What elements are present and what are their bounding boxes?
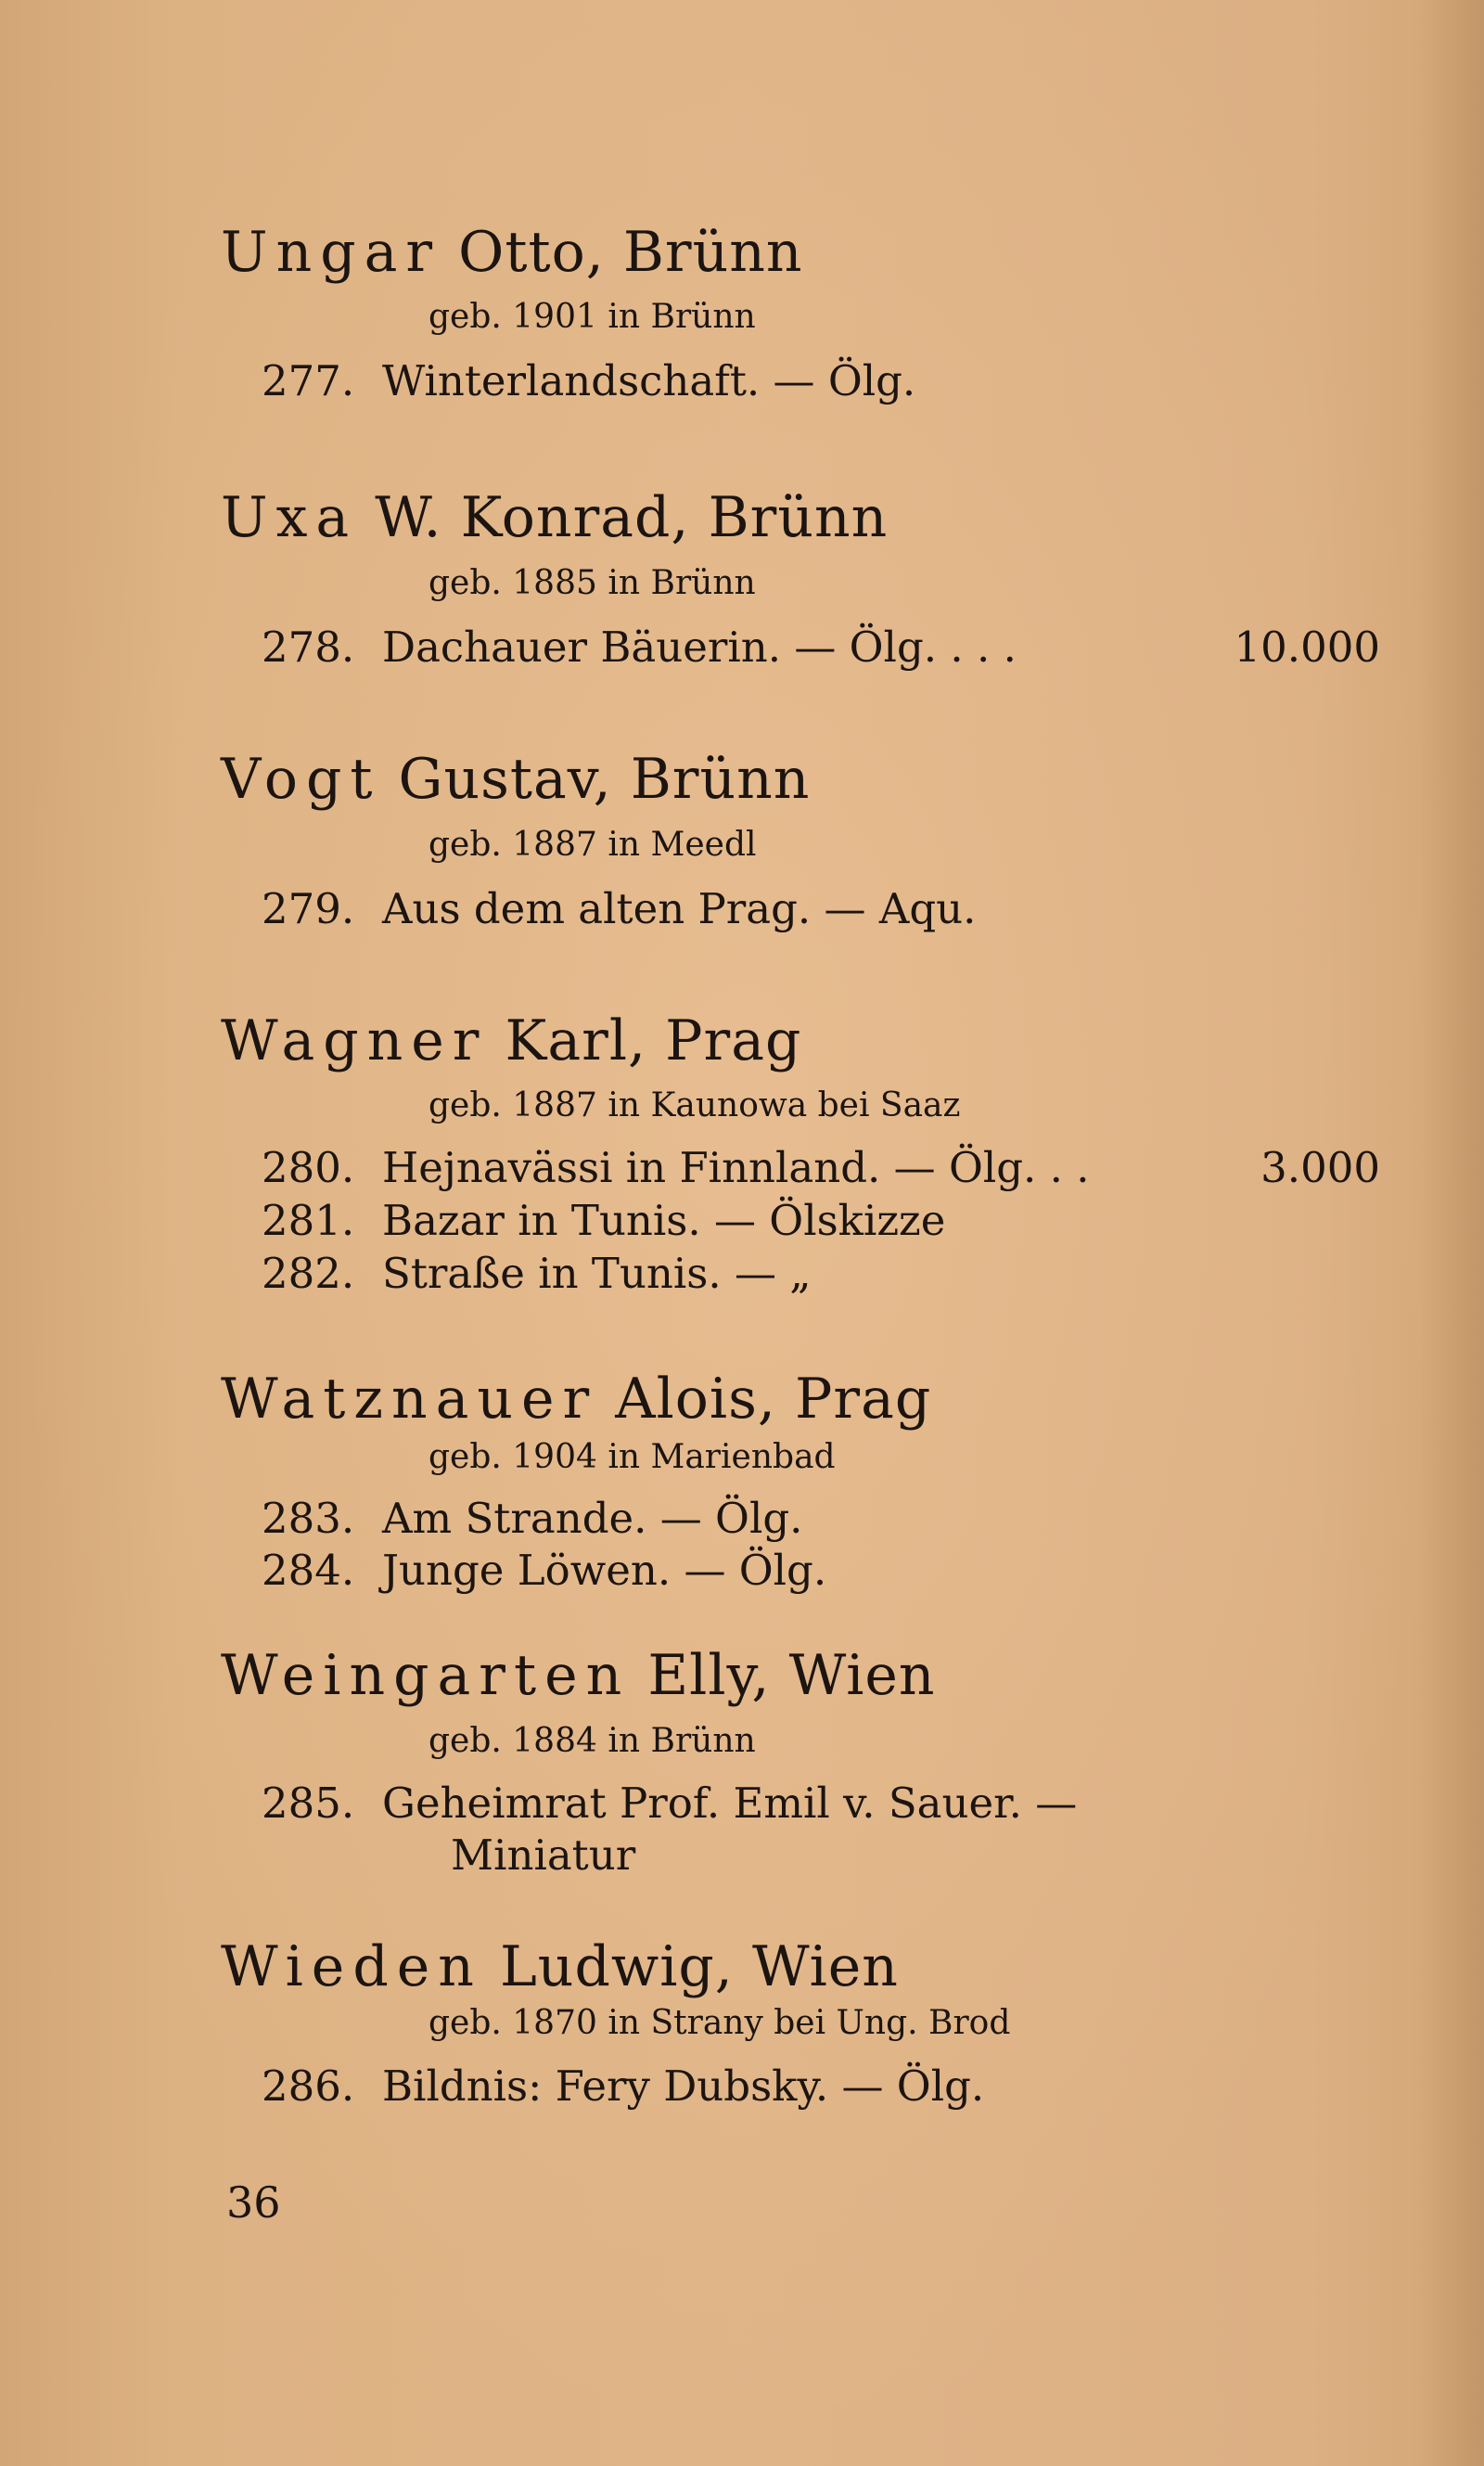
artist-name xyxy=(221,1006,801,1076)
work-item xyxy=(0,622,1484,674)
artist-name xyxy=(221,1932,899,2002)
work-item xyxy=(0,2061,1484,2113)
work-title-continuation: Miniatur xyxy=(451,1830,636,1880)
artist-firstname-city: Gustav, Brünn xyxy=(398,747,811,812)
work-number: 285. xyxy=(262,1779,355,1828)
work-title: Hejnavässi in Finnland. — Ölg. . . xyxy=(382,1143,1090,1192)
work-title: Bazar in Tunis. — Ölskizze xyxy=(382,1196,946,1245)
work-item xyxy=(0,883,1484,935)
birth-info: geb. 1885 in Brünn xyxy=(429,564,756,602)
work-title: Straße in Tunis. — „ xyxy=(382,1249,812,1298)
work-item xyxy=(0,1545,1484,1597)
artist-name xyxy=(221,217,803,288)
artist-surname: Wieden xyxy=(221,1934,482,1999)
work-title: Am Strande. — Ölg. xyxy=(382,1494,803,1543)
work-item xyxy=(0,1195,1484,1247)
artist-firstname-city: Ludwig, Wien xyxy=(499,1934,899,1999)
artist-surname: Uxa xyxy=(221,485,358,550)
birth-info: geb. 1901 in Brünn xyxy=(429,298,756,336)
work-title: Bildnis: Fery Dubsky. — Ölg. xyxy=(382,2061,985,2111)
work-item xyxy=(0,1142,1484,1194)
artist-firstname-city: Karl, Prag xyxy=(505,1008,802,1073)
birth-info: geb. 1887 in Meedl xyxy=(429,826,757,864)
birth-info: geb. 1904 in Marienbad xyxy=(429,1438,836,1476)
work-title: Junge Löwen. — Ölg. xyxy=(382,1546,827,1595)
artist-surname: Ungar xyxy=(221,220,441,285)
work-number: 280. xyxy=(262,1143,355,1192)
artist-surname: Wagner xyxy=(221,1008,488,1073)
work-title: Aus dem alten Prag. — Aqu. xyxy=(382,884,977,933)
work-number: 286. xyxy=(262,2061,355,2111)
artist-name xyxy=(221,744,810,815)
work-item xyxy=(0,1248,1484,1300)
work-number: 283. xyxy=(262,1494,355,1543)
work-item xyxy=(0,1778,1484,1830)
artist-surname: Vogt xyxy=(221,747,381,812)
artist-surname: Watznauer xyxy=(221,1367,598,1432)
work-number: 277. xyxy=(262,356,355,405)
artist-firstname-city: Alois, Prag xyxy=(615,1367,932,1432)
artist-name xyxy=(221,482,888,553)
artist-name xyxy=(221,1364,931,1434)
birth-info: geb. 1884 in Brünn xyxy=(429,1722,756,1760)
page-number: 36 xyxy=(226,2177,281,2228)
work-price: 10.000 xyxy=(1234,623,1380,672)
birth-info: geb. 1887 in Kaunowa bei Saaz xyxy=(429,1086,961,1124)
artist-firstname-city: Elly, Wien xyxy=(647,1643,936,1708)
work-number: 278. xyxy=(262,623,355,672)
artist-surname: Weingarten xyxy=(221,1643,631,1708)
work-item xyxy=(0,1493,1484,1545)
work-number: 284. xyxy=(262,1546,355,1595)
work-number: 282. xyxy=(262,1249,355,1298)
work-number: 279. xyxy=(262,884,355,933)
work-title: Winterlandschaft. — Ölg. xyxy=(382,356,916,405)
artist-firstname-city: Otto, Brünn xyxy=(458,220,803,285)
birth-info: geb. 1870 in Strany bei Ung. Brod xyxy=(429,2004,1011,2042)
work-price: 3.000 xyxy=(1260,1143,1380,1192)
artist-firstname-city: W. Konrad, Brünn xyxy=(375,485,889,550)
work-number: 281. xyxy=(262,1196,355,1245)
work-title: Dachauer Bäuerin. — Ölg. . . . xyxy=(382,623,1017,672)
artist-name xyxy=(221,1640,936,1711)
work-item xyxy=(0,355,1484,407)
work-item-continuation xyxy=(0,1830,1484,1882)
work-title: Geheimrat Prof. Emil v. Sauer. — xyxy=(382,1779,1078,1828)
